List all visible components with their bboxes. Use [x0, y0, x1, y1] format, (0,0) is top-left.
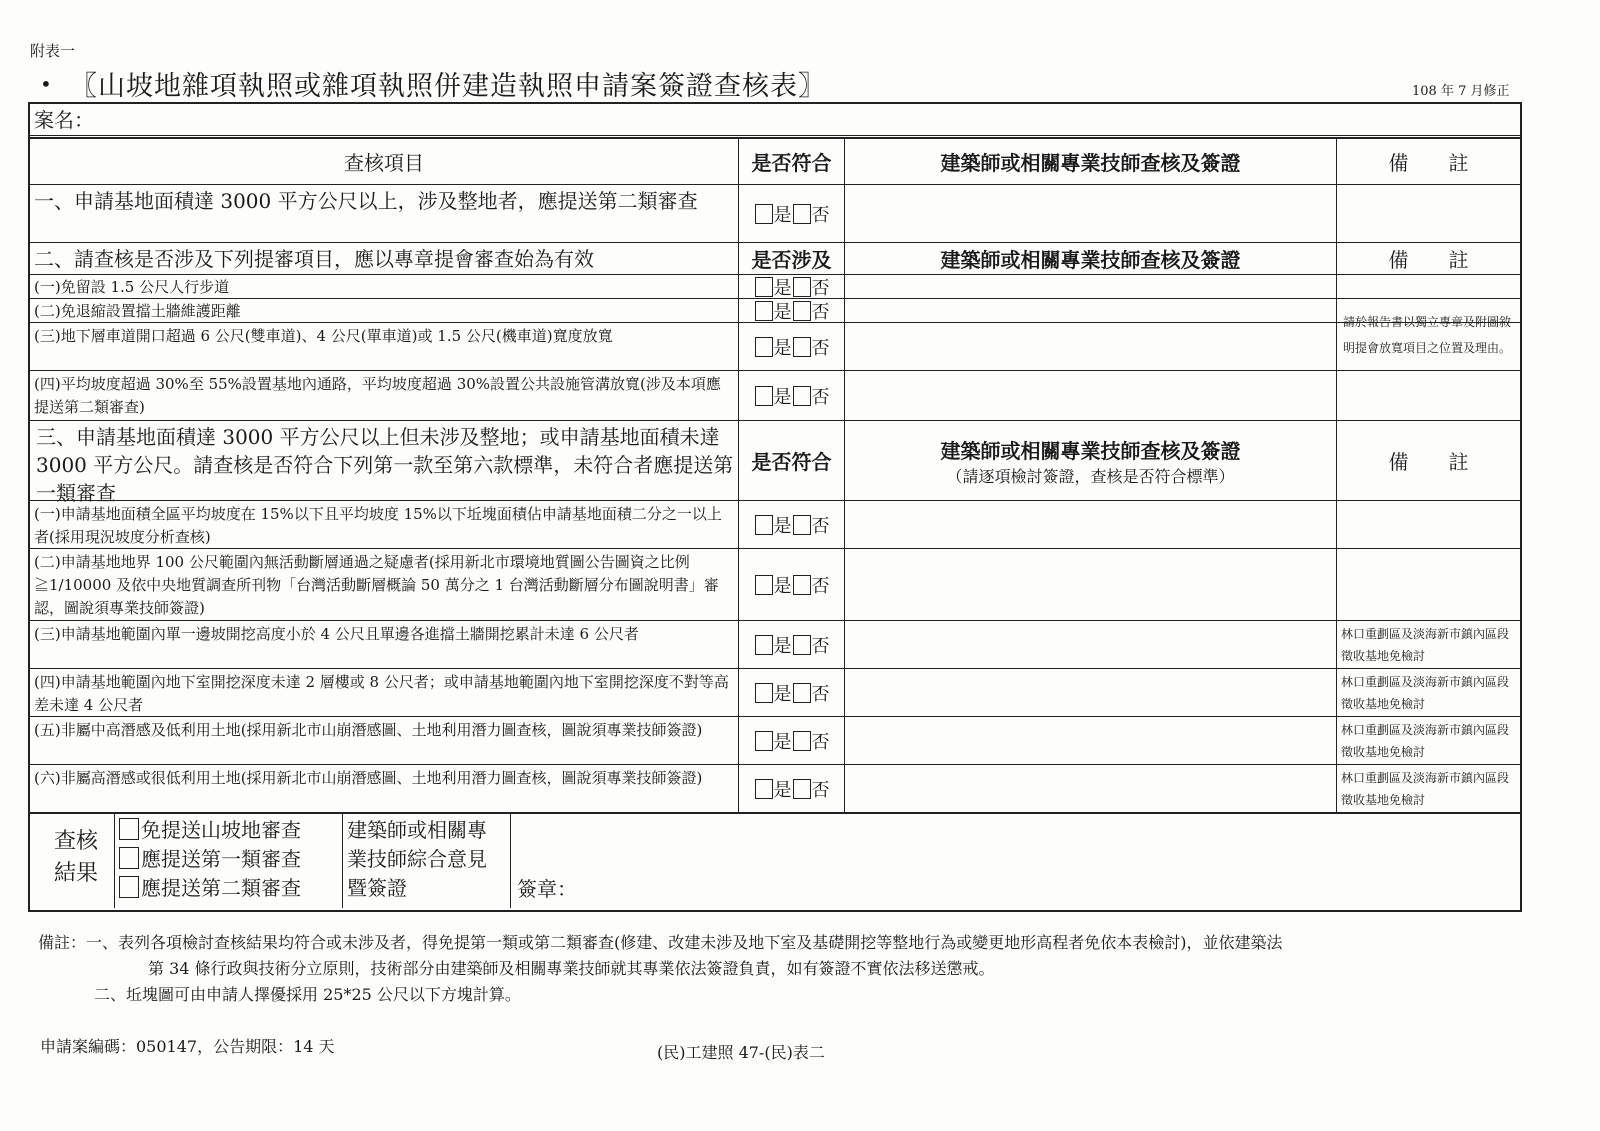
section3-item-yes-no: [738, 765, 844, 812]
section3-item-yes-no: [738, 621, 844, 668]
section2-title: 二、請查核是否涉及下列提審項目，應以專章提會審查始為有效: [34, 247, 594, 271]
checkbox[interactable]: [755, 779, 773, 799]
checkbox[interactable]: [793, 515, 811, 535]
section3-signoff-cell[interactable]: [844, 621, 1336, 668]
checkbox[interactable]: [755, 277, 773, 297]
signature-label: 簽章：: [517, 877, 577, 901]
section2-item-text: (二)免退縮設置擋土牆維護距離: [34, 302, 241, 320]
header-row: [30, 138, 1520, 184]
remark-line: 備註：一、表列各項檢討查核結果均符合或未涉及者，得免提第一類或第二類審查(修建、改建未涉及地下室及基礎開挖等整地行為或變更地形高程者免依本表檢討)，並依建築法: [38, 933, 1283, 952]
checkbox[interactable]: [119, 818, 139, 840]
checkbox[interactable]: [793, 301, 811, 321]
checkbox[interactable]: [793, 575, 811, 595]
section3-item-yes-no: [738, 549, 844, 620]
appendix-label: 附表一: [30, 42, 76, 60]
section3-item-remark: 林口重劃區及淡海新市鎮內區段徵收基地免檢討: [1336, 717, 1520, 764]
no-label: 否: [811, 301, 830, 323]
section3-item-yes-no: [738, 501, 844, 548]
section3-item-remark: 林口重劃區及淡海新市鎮內區段徵收基地免檢討: [1336, 669, 1520, 716]
col-header-item: 查核項目: [344, 151, 424, 175]
col-header-remark: 備 註: [1336, 139, 1520, 184]
section3-item-yes-no: [738, 669, 844, 716]
section3-item-row: [30, 500, 1520, 548]
checkbox[interactable]: [793, 277, 811, 297]
yes-label: 是: [773, 301, 792, 323]
result-option[interactable]: [119, 845, 338, 874]
section2-item-yes-no: [738, 371, 844, 420]
yes-label: 是: [773, 731, 792, 753]
remark-line: 第 34 條行政與技術分立原則，技術部分由建築師及相關專業技師就其專業依法簽證負責，如有簽證不實依法移送懲戒。: [148, 959, 995, 978]
result-options: [114, 814, 342, 908]
checkbox[interactable]: [793, 386, 811, 406]
section3-item-text: (一)申請基地面積全區平均坡度在 15%以下且平均坡度 15%以下坵塊面積佔申請基地面積二分之一以上者(採用現況坡度分析查核): [34, 505, 722, 546]
no-label: 否: [811, 515, 830, 537]
yes-label: 是: [773, 635, 792, 657]
section3-item-row: [30, 548, 1520, 620]
section3-item-row: [30, 620, 1520, 668]
yes-label: 是: [773, 779, 792, 801]
section3-item-remark: 林口重劃區及淡海新市鎮內區段徵收基地免檢討: [1336, 765, 1520, 812]
section2-signoff-cell[interactable]: [844, 274, 1336, 420]
no-label: 否: [811, 635, 830, 657]
form-code: (民)工建照 47-(民)表二: [657, 1043, 825, 1062]
section2-col-remark: 備 註: [1336, 243, 1520, 274]
checkbox[interactable]: [793, 204, 811, 224]
no-label: 否: [811, 779, 830, 801]
double-rule: [30, 135, 1520, 138]
checkbox[interactable]: [119, 847, 139, 869]
section3-item-row: [30, 668, 1520, 716]
no-label: 否: [811, 731, 830, 753]
opinion-label-line: 暨簽證: [347, 876, 407, 900]
col-header-conform: 是否符合: [738, 139, 844, 184]
checkbox[interactable]: [755, 337, 773, 357]
result-option-label: 應提送第二類審查: [141, 876, 301, 900]
section3-signoff-cell[interactable]: [844, 765, 1336, 812]
checkbox[interactable]: [755, 386, 773, 406]
no-label: 否: [811, 277, 830, 299]
checklist-table: [28, 102, 1522, 912]
section2-item-yes-no: [738, 323, 844, 370]
section2-remark: 請於報告書以獨立專章及附圖敘明提會放寬項目之位置及理由。: [1336, 274, 1520, 420]
section1-row: [30, 184, 1520, 242]
section3-item-text: (四)申請基地範圍內地下室開挖深度未達 2 層樓或 8 公尺者；或申請基地範圍內地下室開挖深度不對等高差未達 4 公尺者: [34, 673, 729, 714]
checkbox[interactable]: [755, 515, 773, 535]
yes-label: 是: [773, 683, 792, 705]
case-code: 申請案編碼：050147，公告期限：14 天: [40, 1037, 335, 1056]
result-label: [38, 814, 114, 908]
checkbox[interactable]: [793, 635, 811, 655]
section3-signoff-cell[interactable]: [844, 717, 1336, 764]
section3-title: 三、申請基地面積達 3000 平方公尺以上但未涉及整地；或申請基地面積未達 3000 平方公尺。請查核是否符合下列第一款至第六款標準，未符合者應提送第一類審查: [36, 425, 734, 505]
checkbox[interactable]: [793, 337, 811, 357]
section3-col-remark: 備 註: [1336, 421, 1520, 500]
yes-label: 是: [773, 575, 792, 597]
result-label-line2: 結果: [53, 861, 98, 886]
result-row: [30, 812, 1520, 908]
section2-item-yes-no: [738, 275, 844, 298]
section1-text: 一、申請基地面積達 3000 平方公尺以上，涉及整地者，應提送第二類審查: [34, 189, 698, 213]
no-label: 否: [811, 683, 830, 705]
case-name-label: 案名：: [34, 108, 94, 132]
section3-col-signoff-wrap: [844, 421, 1336, 500]
section3-item-row: [30, 764, 1520, 812]
section2-col-signoff: 建築師或相關專業技師查核及簽證: [844, 243, 1336, 274]
opinion-label: [342, 814, 510, 908]
section3-col-signoff-sub: （請逐項檢討簽證，查核是否符合標準）: [946, 466, 1235, 486]
checkbox[interactable]: [119, 876, 139, 898]
bullet: •: [40, 72, 52, 96]
remark-line: 二、坵塊圖可由申請人擇優採用 25*25 公尺以下方塊計算。: [94, 985, 521, 1004]
section3-item-text: (五)非屬中高潛感及低利用土地(採用新北市山崩潛感圖、土地利用潛力圖查核，圖說須專業技師簽證): [34, 721, 703, 739]
section2-col-involved: 是否涉及: [738, 243, 844, 274]
checkbox[interactable]: [793, 683, 811, 703]
section2-item-text: (三)地下層車道開口超過 6 公尺(雙車道)、4 公尺(單車道)或 1.5 公尺(機車道)寬度放寬: [34, 327, 613, 345]
checkbox[interactable]: [755, 301, 773, 321]
section3-item-text: (二)申請基地地界 100 公尺範圍內無活動斷層通過之疑慮者(採用新北市環境地質圖公告圖資之比例≧1/10000 及依中央地質調查所刊物「台灣活動斷層概論 50 萬分之 1 台灣活動斷層分布圖說明書」審認，圖說須專業技師簽證): [34, 553, 719, 617]
opinion-label-line: 業技師綜合意見: [347, 847, 487, 871]
result-option[interactable]: [119, 874, 338, 903]
result-option-label: 應提送第一類審查: [141, 847, 301, 871]
revision-date: 108 年 7 月修正: [1412, 84, 1510, 99]
section3-col-conform: 是否符合: [738, 421, 844, 500]
section3-signoff-cell[interactable]: [844, 501, 1336, 548]
section3-item-remark: [1336, 549, 1520, 620]
section1-yes-no: [738, 185, 844, 242]
section2-item-yes-no: [738, 299, 844, 322]
section3-item-remark: 林口重劃區及淡海新市鎮內區段徵收基地免檢討: [1336, 621, 1520, 668]
section3-item-yes-no: [738, 717, 844, 764]
section3-item-text: (三)申請基地範圍內單一邊坡開挖高度小於 4 公尺且單邊各進擋土牆開挖累計未達 6 公尺者: [34, 625, 639, 643]
case-name-row: [30, 104, 1520, 138]
checkbox[interactable]: [755, 204, 773, 224]
yes-label: 是: [773, 204, 792, 226]
form-title: 〖山坡地雜項執照或雜項執照併建造執照申請案簽證查核表〗: [70, 71, 826, 102]
section1-remark-cell: [1336, 185, 1520, 242]
no-label: 否: [811, 386, 830, 408]
section2-header-row: [30, 242, 1520, 274]
checkbox[interactable]: [793, 731, 811, 751]
section3-col-signoff: 建築師或相關專業技師查核及簽證: [940, 438, 1241, 463]
result-option[interactable]: [119, 816, 338, 845]
section2-item-text: (四)平均坡度超過 30%至 55%設置基地內通路，平均坡度超過 30%設置公共設施管溝放寬(涉及本項應提送第二類審查): [34, 375, 721, 416]
no-label: 否: [811, 204, 830, 226]
checkbox[interactable]: [755, 731, 773, 751]
remarks-block: [38, 930, 1528, 1008]
section2-item-text: (一)免留設 1.5 公尺人行步道: [34, 278, 230, 296]
yes-label: 是: [773, 277, 792, 299]
section1-signoff-cell[interactable]: [844, 185, 1336, 242]
section3-item-text: (六)非屬高潛感或很低利用土地(採用新北市山崩潛感圖、土地利用潛力圖查核，圖說須專業技師簽證): [34, 769, 703, 787]
no-label: 否: [811, 337, 830, 359]
no-label: 否: [811, 575, 830, 597]
col-header-signoff: 建築師或相關專業技師查核及簽證: [844, 139, 1336, 184]
yes-label: 是: [773, 337, 792, 359]
section3-signoff-cell[interactable]: [844, 549, 1336, 620]
checkbox[interactable]: [793, 779, 811, 799]
result-option-label: 免提送山坡地審查: [141, 818, 301, 842]
section3-signoff-cell[interactable]: [844, 669, 1336, 716]
opinion-label-line: 建築師或相關專: [347, 818, 487, 842]
yes-label: 是: [773, 386, 792, 408]
checkbox[interactable]: [755, 575, 773, 595]
checkbox[interactable]: [755, 635, 773, 655]
checkbox[interactable]: [755, 683, 773, 703]
section3-item-remark: [1336, 501, 1520, 548]
opinion-signature-cell[interactable]: [510, 814, 1520, 908]
section3-header-row: [30, 420, 1520, 505]
section3-item-row: [30, 716, 1520, 764]
yes-label: 是: [773, 515, 792, 537]
result-label-line1: 查核: [53, 829, 98, 854]
